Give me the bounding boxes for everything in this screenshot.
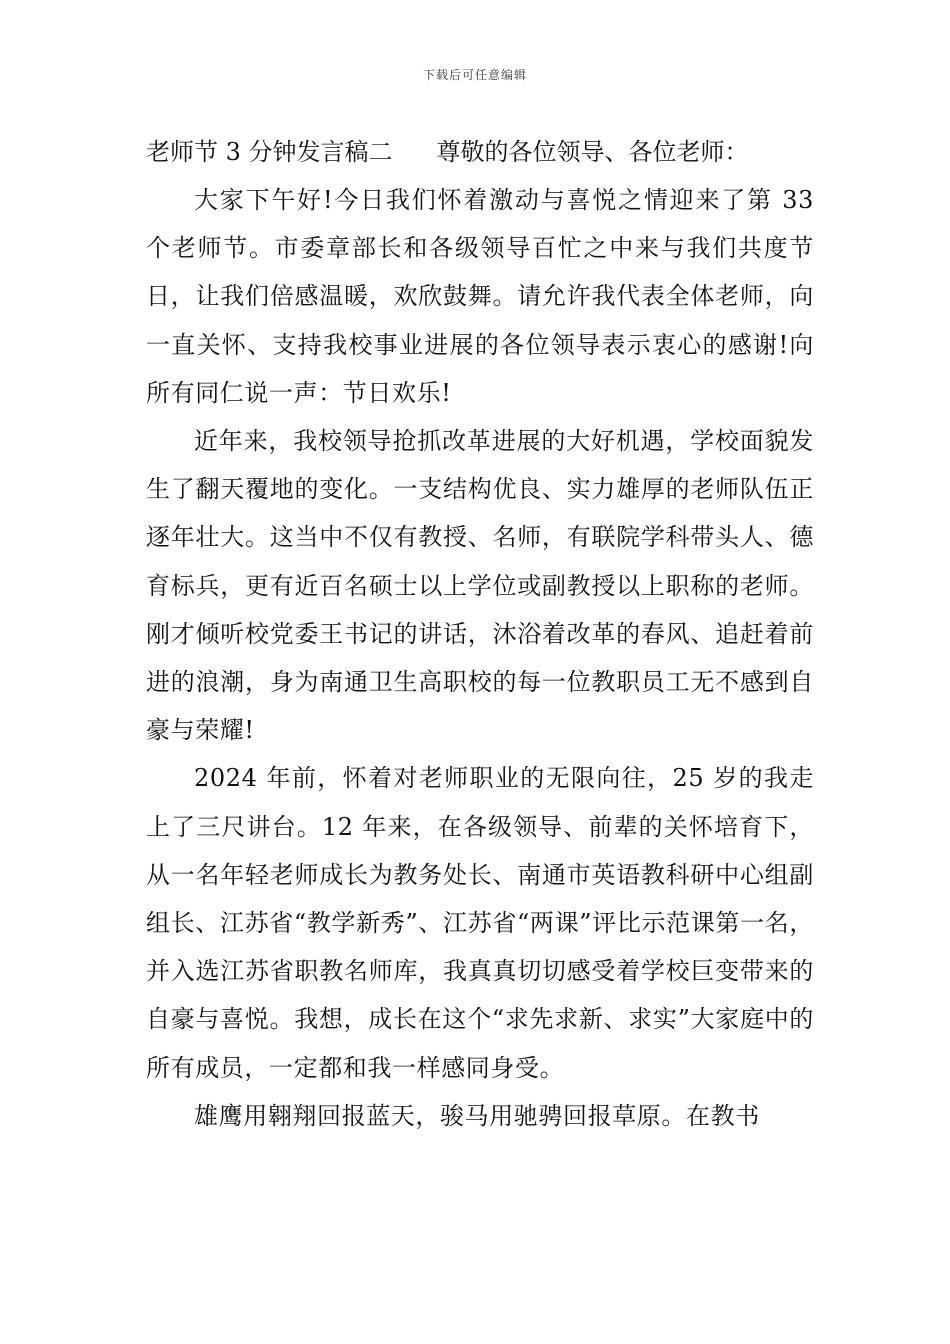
document-body <box>146 128 814 1140</box>
greeting: 尊敬的各位领导、各位老师： <box>436 138 749 166</box>
document-title: 老师节 3 分钟发言稿二 <box>146 138 393 166</box>
title-line <box>146 128 814 176</box>
paragraph-4: 雄鹰用翱翔回报蓝天，骏马用驰骋回报草原。在教书 <box>194 1101 760 1130</box>
paragraph-3: 2024 年前，怀着对老师职业的无限向往，25 岁的我走上了三尺讲台。12 年来，在各级领导、前辈的关怀培育下，从一名年轻老师成长为教务处长、南通市英语教科研中心组副组长、江苏省“教学新秀”、江苏省“两课”评比示范课第一名，并入选江苏省职教名师库，我真真切切感受着学校巨变带来的自豪与喜悦。我想，成长在这个“求先求新、求实”大家庭中的所有成员，一定都和我一样感同身受。 <box>146 764 814 1082</box>
paragraph-1: 大家下午好!今日我们怀着激动与喜悦之情迎来了第 33 个老师节。市委章部长和各级领导百忙之中来与我们共度节日，让我们倍感温暖，欢欣鼓舞。请允许我代表全体老师，向一直关怀、支持我校事业进展的各位领导表示衷心的感谢!向所有同仁说一声：节日欢乐! <box>146 186 814 407</box>
paragraph-2: 近年来，我校领导抢抓改革进展的大好机遇，学校面貌发生了翻天覆地的变化。一支结构优良、实力雄厚的老师队伍正逐年壮大。这当中不仅有教授、名师，有联院学科带头人、德育标兵，更有近百名硕士以上学位或副教授以上职称的老师。刚才倾听校党委王书记的讲话，沐浴着改革的春风、追赶着前进的浪潮，身为南通卫生高职校的每一位教职员工无不感到自豪与荣耀! <box>146 427 814 745</box>
header-note: 下载后可任意编辑 <box>422 68 527 82</box>
